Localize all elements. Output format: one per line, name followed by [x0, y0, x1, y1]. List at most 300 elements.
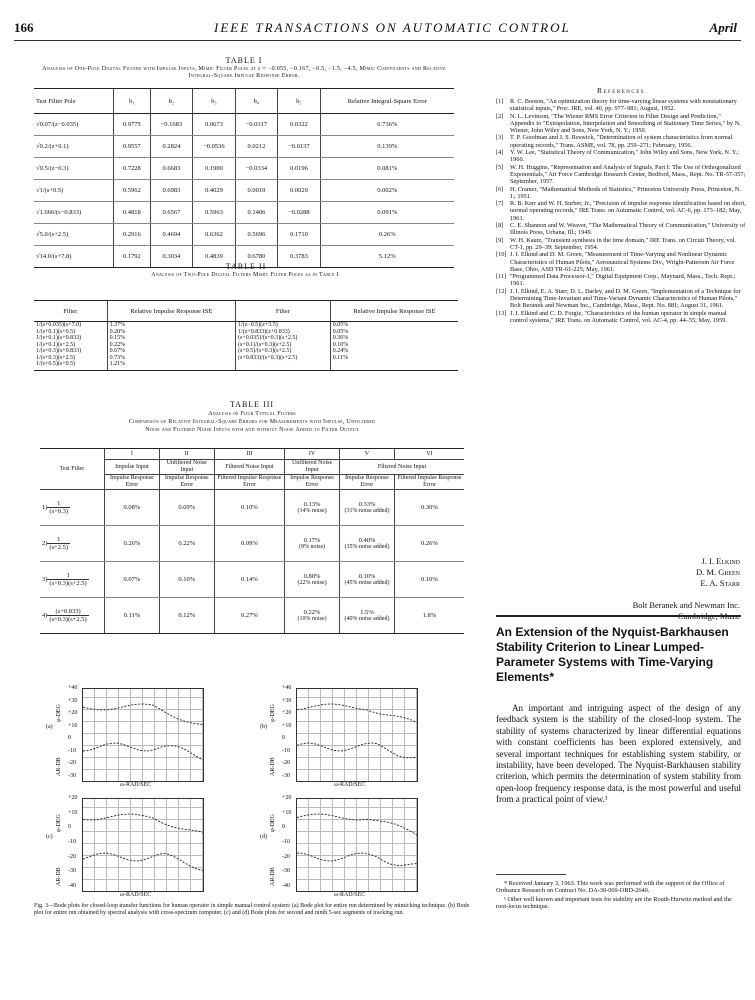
table3-sub-header: Impulse Response Error — [284, 475, 339, 490]
cell-value: 0.13% — [303, 501, 321, 508]
table3-title: TABLE III — [229, 400, 275, 409]
reference-item — [496, 310, 746, 325]
table1-cell: 0.0196 — [278, 158, 321, 180]
table2-cell: 1/(z−0.5)(z+3.5) — [236, 322, 331, 329]
phase-curve — [297, 704, 417, 723]
table1-cell: 0.091% — [320, 202, 454, 224]
table3-cell — [214, 526, 284, 562]
footnote: ¹ Other well known and important tests for stability are the Routh-Hurwitz method and the root-locus technique. — [496, 895, 732, 910]
table1-cell: 0.0673 — [193, 114, 236, 136]
table3-group-header: Unfiltered Noise Input — [284, 460, 339, 475]
table1-cell: 0.6567 — [150, 202, 193, 224]
reference-number: [5] — [496, 163, 504, 171]
cell-value: 0.30% — [421, 504, 438, 511]
table3-caption-3: Noise and Filtered Noise Inputs with and without Noise Added to Filter Output — [145, 427, 359, 433]
table3-group-header: Filtered Noise Input — [340, 460, 464, 475]
bode-plot — [296, 688, 418, 782]
table3-column-number: V — [340, 449, 395, 460]
phase-curve — [83, 704, 203, 724]
fraction-denominator: (s+0.3)(s+2.5) — [49, 616, 87, 623]
table3-cell — [105, 562, 160, 598]
table1-cell: −0.0536 — [193, 136, 236, 158]
reference-item — [496, 200, 746, 222]
table1-cell: −0.1683 — [150, 114, 193, 136]
table2-cell: 1.21% — [107, 361, 235, 370]
cell-note: (22% noise) — [297, 580, 327, 586]
reference-item — [496, 149, 746, 164]
y-axis-label-phase: φ-DEG — [56, 704, 62, 722]
cell-value: 0.10% — [421, 576, 438, 583]
references-title: References — [596, 86, 646, 95]
y-tick-label: +10 — [68, 722, 78, 729]
table3-caption-2: Comparison of Relative Integral-Square Errors for Measurements with Impulse, Unfiltered — [128, 419, 376, 425]
table1-cell: 0.0322 — [278, 114, 321, 136]
footnote-rule — [496, 874, 566, 875]
cell-note: (9% noise) — [298, 544, 326, 550]
filter-fraction — [47, 500, 70, 515]
table1 — [34, 88, 454, 268]
table-row — [40, 598, 464, 634]
table3-cell — [340, 526, 395, 562]
authors — [620, 556, 740, 589]
table2-cell: 1/(s+0.3)(s+2.5) — [36, 354, 76, 361]
table3-cell — [284, 562, 339, 598]
table2-cell: (s+0.833)/(s+0.3)(s+2.5) — [236, 355, 331, 362]
author-name: J. I. Elkind — [701, 556, 740, 566]
table3-cell — [394, 526, 464, 562]
table3-filter — [40, 526, 105, 562]
table1-cell: 0.6362 — [193, 224, 236, 246]
y-tick-label: -20 — [68, 853, 76, 860]
table1-cell: 0.4029 — [193, 180, 236, 202]
table2-cell: 1/(s+0.3)(s+0.833) — [36, 348, 82, 354]
table3-sub-header: Filtered Impulse Response Error — [394, 475, 464, 490]
y-tick-label: +20 — [68, 710, 78, 717]
table2 — [34, 300, 458, 371]
cell-value: 0.10% — [358, 573, 376, 580]
table1-cell: 0.9557 — [114, 136, 151, 158]
reference-item — [496, 273, 746, 288]
table-row — [40, 562, 464, 598]
table1-header: b₄ — [235, 89, 278, 114]
cell-value: 0.14% — [241, 576, 258, 583]
x-axis-label: ω-RAD/SEC — [120, 782, 152, 788]
amplitude-curve — [297, 743, 417, 758]
reference-item — [496, 98, 746, 113]
table-row — [40, 490, 464, 526]
reference-text: "Programmed Data Processor-1," Digital Equipment Corp., Maynard, Mass., Tech. Rept.; 1961. — [510, 273, 736, 288]
y-axis-label: AR-DB — [270, 757, 276, 776]
cell-note: (40% noise added) — [344, 616, 390, 622]
reference-text: Y. W. Lee, "Statistical Theory of Communication," John Wiley and Sons, New York, N. Y.; 1960. — [510, 149, 739, 164]
reference-number: [13] — [496, 309, 507, 317]
table1-cell: 0.6780 — [235, 246, 278, 268]
reference-number: [8] — [496, 222, 504, 230]
table1-header: b₁ — [114, 89, 151, 114]
cell-value: 0.80% — [303, 573, 321, 580]
table3-caption-1: Analysis of Four Typical Filters — [208, 411, 296, 417]
y-tick-label: +10 — [68, 809, 78, 816]
author-name: D. M. Green — [696, 567, 740, 577]
reference-number: [7] — [496, 200, 504, 208]
y-axis-label: AR-DB — [56, 867, 62, 886]
phase-curve — [83, 814, 203, 832]
table3-filter — [40, 490, 105, 526]
y-tick-label: -10 — [68, 839, 76, 845]
table2-header: Relative Impulse Response ISE — [107, 301, 235, 322]
bode-plot — [82, 798, 204, 892]
cell-value: 0.22% — [178, 540, 196, 547]
table3 — [40, 448, 464, 634]
figure-caption: Fig. 3—Bode plots for closed-loop transfer functions for human operator in simple manual control system: (a) Bode plot for entire run determined by mimicking technique. (b) Bode plot for entire run obtained by spectral analysis with cross-spectrum computer. (c) and (d) Bode plots for second and ninth 5-sec segments of tracking run. — [34, 903, 470, 916]
table1-cell: 0.6683 — [150, 158, 193, 180]
table2-cell: 1/(s+0.1)(s+2.5) — [36, 341, 76, 348]
table3-sub-header: Impulse Response Error — [159, 475, 214, 490]
y-tick-label: -30 — [282, 868, 290, 875]
table2-cell: 0.22% — [107, 342, 235, 349]
affiliation — [560, 600, 740, 622]
y-tick-label: -20 — [282, 853, 290, 860]
table2-cell: (s+0.1)/(s+0.3)(s+2.5) — [236, 342, 331, 349]
affiliation-city — [560, 611, 740, 622]
table2-cell: 0.05% — [330, 329, 458, 336]
reference-number: [12] — [496, 287, 507, 295]
table-row — [40, 526, 464, 562]
fraction-numerator: 1 — [47, 572, 88, 580]
table3-group-header: Unfiltered Noise Input — [159, 460, 214, 475]
table3-cell — [394, 598, 464, 634]
table2-cell: 0.36% — [330, 335, 458, 342]
table2-cell: 1/(s+0.035)(s+7.0) — [36, 322, 82, 328]
reference-text: J. I. Elkind and D. M. Green, "Measurement of Time-Varying and Nonlinear Dynamic Characteristics of Human Pilots," Aeronautical Systems Div., Wright-Patterson Air Force Base, Ohio, ASD TR-61-225; May, 1961. — [510, 251, 735, 273]
cell-value: 0.33% — [358, 501, 376, 508]
table3-cell — [159, 526, 214, 562]
table1-cell: 0.1406 — [235, 202, 278, 224]
cell-value: 0.10% — [241, 504, 258, 511]
y-tick-label: -30 — [68, 773, 76, 779]
filter-fraction — [47, 536, 70, 551]
y-tick-label: 0 — [68, 735, 71, 742]
y-tick-label: -20 — [282, 760, 290, 767]
y-tick-label: -10 — [282, 839, 290, 845]
y-tick-label: 0 — [68, 824, 71, 831]
y-tick-label: +10 — [282, 809, 292, 816]
table-row — [34, 136, 454, 158]
cell-value: 0.08% — [123, 504, 141, 511]
reference-item — [496, 288, 746, 310]
fraction-denominator: (s+2.5) — [49, 544, 69, 551]
table3-group-header: Impulse Input — [105, 460, 160, 475]
filter-label: 1) — [42, 503, 48, 511]
cell-value: 1.5% — [360, 609, 374, 616]
reference-text: R. B. Kerr and W. H. Surber, Jr., "Precision of impulse response identification based on short, normal operating records," IRE Trans. on Automatic Control, vol. AC-6, pp. 173–182; May, 1961. — [510, 200, 746, 222]
y-axis-label-phase: φ-DEG — [56, 814, 62, 832]
table3-cell — [105, 490, 160, 526]
table2-cell: 0.20% — [107, 329, 235, 336]
table1-cell: √0.5/(z−0.3) — [34, 158, 114, 180]
table3-cell — [214, 562, 284, 598]
y-tick-label: -10 — [68, 747, 76, 754]
table-row — [34, 158, 454, 180]
cell-value: 0.40% — [358, 537, 376, 544]
reference-item — [496, 237, 746, 252]
fraction-denominator: (s+0.3) — [49, 508, 69, 515]
table1-cell: 0.4818 — [114, 202, 151, 224]
table1-header: Test Filter Pole — [34, 89, 114, 114]
table2-cell: 0.73% — [107, 355, 235, 362]
panel-label: (d) — [260, 834, 267, 840]
cell-note: (10% noise) — [297, 616, 327, 622]
reference-number: [2] — [496, 112, 504, 120]
filter-fraction — [47, 608, 88, 623]
y-tick-label: +20 — [68, 795, 78, 801]
y-tick-label: +30 — [282, 697, 292, 704]
table3-cell — [340, 490, 395, 526]
table2-cell: 1/(s+0.1)(s+0.5) — [36, 328, 76, 335]
filter-label: 3) — [42, 575, 48, 583]
y-tick-label: -30 — [282, 773, 290, 779]
reference-number: [1] — [496, 98, 504, 105]
table1-cell: −0.0317 — [235, 114, 278, 136]
reference-number: [10] — [496, 251, 507, 259]
table1-cell: 0.3034 — [150, 246, 193, 268]
y-tick-label: +30 — [68, 697, 78, 704]
table2-header: Relative Impulse Response ISE — [330, 301, 458, 322]
y-axis-label-phase: φ-DEG — [270, 814, 276, 832]
table2-cell: 0.11% — [330, 355, 458, 362]
table1-cell: 0.0029 — [278, 180, 321, 202]
cell-value: 0.11% — [123, 612, 141, 619]
x-axis-label: ω-RAD/SEC — [120, 892, 152, 898]
table1-header: b₃ — [193, 89, 236, 114]
table3-column-number: II — [159, 449, 214, 460]
table1-cell: −0.0137 — [278, 136, 321, 158]
article-rule — [496, 615, 741, 617]
table2-cell: 1.37% — [107, 322, 235, 329]
table-row — [34, 202, 454, 224]
y-tick-label: -10 — [282, 747, 290, 754]
table1-cell: √5.0/(s+2.5) — [34, 224, 114, 246]
table2-cell: 1/(z+0.833)(z+0.833) — [236, 329, 331, 336]
table3-cell — [105, 598, 160, 634]
table2-header: Filter — [34, 301, 107, 322]
table1-cell: √14.0/(s+7.8) — [34, 246, 114, 268]
affiliation-org: Bolt Beranek and Newman Inc. — [632, 600, 740, 610]
table3-cell — [159, 490, 214, 526]
fraction-denominator: (s+0.3)(s+2.5) — [49, 580, 87, 587]
table1-cell: √1.666/(s−0.833) — [34, 202, 114, 224]
cell-value: 0.10% — [178, 576, 196, 583]
cell-note: (35% noise added) — [344, 544, 390, 550]
table1-cell: √0.07/(z−0.035) — [34, 114, 114, 136]
y-tick-label: -40 — [68, 883, 76, 889]
table1-cell: 0.1792 — [114, 246, 151, 268]
table1-header: b₅ — [278, 89, 321, 114]
table2-cell: 0.15% — [107, 335, 235, 342]
table1-title: TABLE I — [225, 56, 263, 65]
table1-cell: 0.081% — [320, 158, 454, 180]
table2-cell: (s+0.5)/(s+0.3)(s+2.5) — [236, 348, 331, 355]
table-row — [34, 361, 458, 370]
reference-text: R. C. Booton, "An optimization theory for time-varying linear systems with nonstationary statistical inputs," Proc. IRE, vol. 40, pp. 977–981; August, 1952. — [510, 98, 737, 113]
table3-group-header: Filtered Noise Input — [214, 460, 284, 475]
table3-column-number: IV — [284, 449, 339, 460]
fraction-numerator: 1 — [47, 536, 70, 544]
reference-item — [496, 251, 746, 273]
table2-caption: Analysis of Two-Pole Digital Filters Mimic Filter Poles as in Table I — [151, 272, 339, 278]
amplitude-curve — [83, 853, 203, 870]
table2-cell — [330, 361, 458, 370]
reference-number: [3] — [496, 134, 504, 142]
table1-caption: Analysis of One-Pole Digital Filters with Impulse Inputs, Mimic Filter Poles at z = −0.055, −0.167, −0.5, −1.5, −4.5, Mimic Coefficients and Relative Integral-Square Impulse Response Error. — [42, 66, 446, 79]
cell-value: 0.07% — [123, 576, 141, 583]
table3-filter — [40, 562, 105, 598]
journal-title: IEEE TRANSACTIONS ON AUTOMATIC CONTROL — [214, 20, 571, 35]
cell-note: (14% noise) — [297, 508, 327, 514]
table2-cell: 0.10% — [330, 342, 458, 349]
table2-cell — [236, 361, 331, 370]
table1-cell: 0.5963 — [193, 202, 236, 224]
table2-cell: 0.24% — [330, 348, 458, 355]
table2-title: TABLE II — [225, 262, 267, 271]
footnotes — [496, 880, 741, 911]
table3-column-number: VI — [394, 449, 464, 460]
reference-text: J. I. Elkind, E. A. Starr, D. L. Darley, and D. M. Green, "Implementation of a Technique for Determining Time-Invariant and Time-Variant Dynamic Characteristics of Human Pilots," Bolt Beranek and Newman Inc., Cambridge, Mass., Rept. No. 881; August 31, 1961. — [510, 287, 741, 310]
table1-cell: 0.5962 — [114, 180, 151, 202]
table1-cell: 5.12% — [320, 246, 454, 268]
amplitude-curve — [83, 743, 203, 760]
table1-cell: √0.2/(z+0.1) — [34, 136, 114, 158]
cell-value: 0.09% — [241, 540, 258, 547]
cell-value: 0.12% — [178, 612, 196, 619]
cell-value: 0.22% — [303, 609, 321, 616]
table3-cell — [214, 490, 284, 526]
table1-cell: 0.139% — [320, 136, 454, 158]
bode-curves — [83, 689, 203, 781]
table-row — [34, 114, 454, 136]
reference-text: T. P. Goodman and J. S. Reswick, "Determination of system characteristics from normal operating records," Trans. ASME, vol. 78, pp. 259–271; February, 1956. — [510, 134, 733, 149]
table3-cell — [340, 598, 395, 634]
table3-row-header: Test Filter — [40, 449, 105, 490]
references-list — [496, 98, 746, 324]
panel-label: (b) — [260, 724, 267, 730]
table1-cell: 0.4694 — [150, 224, 193, 246]
table-row — [34, 322, 458, 329]
panel-label: (a) — [46, 724, 53, 730]
table3-sub-header: Filtered Impulse Response Error — [214, 475, 284, 490]
y-tick-label: +20 — [282, 795, 292, 801]
table-row — [34, 180, 454, 202]
table3-cell — [105, 526, 160, 562]
phase-curve — [297, 814, 417, 835]
table3-sub-header: Impulse Response Error — [105, 475, 160, 490]
table1-cell: 0.7228 — [114, 158, 151, 180]
table1-cell: 0.1900 — [193, 158, 236, 180]
table1-cell: 0.2916 — [114, 224, 151, 246]
filter-label: 4) — [42, 611, 48, 619]
fraction-numerator: (s+0.833) — [47, 608, 88, 616]
author-name: E. A. Starr — [700, 578, 740, 588]
x-axis-label: ω-RAD/SEC — [334, 782, 366, 788]
page-number: 166 — [14, 20, 34, 35]
table2-cell: (s+0.035)/(s+0.3)(s+2.5) — [236, 335, 331, 342]
filter-label: 2) — [42, 539, 48, 547]
table1-cell: 0.2824 — [150, 136, 193, 158]
table1-cell: 0.4839 — [193, 246, 236, 268]
reference-number: [11] — [496, 273, 507, 281]
filter-fraction — [47, 572, 88, 587]
table2-cell: 0.67% — [107, 348, 235, 355]
reference-text: C. E. Shannon and W. Weaver, "The Mathematical Theory of Communication," University of Illinois Press, Urbana, Ill.; 1949. — [510, 222, 746, 237]
table1-cell: 0.002% — [320, 180, 454, 202]
cell-value: 0.26% — [123, 540, 141, 547]
y-tick-label: +10 — [282, 722, 292, 729]
panel-label: (c) — [46, 834, 53, 840]
cell-value: 0.09% — [178, 504, 196, 511]
y-tick-label: -20 — [68, 760, 76, 767]
y-tick-label: +40 — [68, 685, 78, 691]
table3-column-number: III — [214, 449, 284, 460]
y-axis-label: AR-DB — [56, 757, 62, 776]
table3-cell — [394, 562, 464, 598]
header-rule — [14, 40, 741, 41]
cell-note: (31% noise added) — [344, 508, 390, 514]
footnote: * Received January 3, 1963. This work was performed with the support of the Office of Ordnance Research on Contract No. DA-30-069-ORD-2640. — [496, 880, 725, 895]
cell-note: (45% noise added) — [344, 580, 390, 586]
x-axis-label: ω-RAD/SEC — [334, 892, 366, 898]
reference-item — [496, 113, 746, 135]
amplitude-curve — [297, 853, 417, 865]
table2-header: Filter — [236, 301, 331, 322]
reference-item — [496, 222, 746, 237]
figure-3 — [34, 680, 474, 900]
table1-cell: 0.3783 — [278, 246, 321, 268]
table1-cell: √1/(s+0.5) — [34, 180, 114, 202]
reference-item — [496, 186, 746, 201]
table1-cell: 0.0212 — [235, 136, 278, 158]
bode-curves — [297, 689, 417, 781]
table1-cell: 0.26% — [320, 224, 454, 246]
table2-cell: 1/(s+0.1)(s+0.833) — [36, 335, 82, 341]
table3-column-number: I — [105, 449, 160, 460]
table1-cell: 0.9775 — [114, 114, 151, 136]
y-tick-label: 0 — [282, 735, 285, 742]
issue-month: April — [709, 20, 737, 35]
reference-text: H. Cramer, "Mathematical Methods of Statistics," Princeton University Press, Princeton, N. J.; 1951. — [510, 185, 741, 200]
table1-header: b₂ — [150, 89, 193, 114]
reference-text: W. H. Huggins, "Representation and Analysis of Signals, Part I: The Use of Orthogonalized Exponentials," Air Force Cambridge Research Center, Bedford, Mass., Rept. No. TR-57-357; September, 1957. — [510, 163, 746, 186]
y-tick-label: -30 — [68, 868, 76, 875]
cell-value: 1.8% — [422, 612, 437, 619]
table3-cell — [284, 490, 339, 526]
table1-cell: 0.6983 — [150, 180, 193, 202]
table1-cell: 0.1710 — [278, 224, 321, 246]
reference-text: J. I. Elkind and C. D. Forgie, "Characteristics of the human operator in simple manual control systems," IRE Trans. on Automatic Control, vol. AC-4, pp. 44–55; May, 1959. — [510, 309, 727, 324]
table1-cell: 0.5696 — [235, 224, 278, 246]
table3-filter — [40, 598, 105, 634]
table3-cell — [284, 598, 339, 634]
cell-value: 0.26% — [421, 540, 438, 547]
cell-value: 0.27% — [241, 612, 258, 619]
reference-number: [4] — [496, 149, 504, 157]
table3-cell — [214, 598, 284, 634]
reference-item — [496, 134, 746, 149]
article-title: An Extension of the Nyquist-Barkhausen Stability Criterion to Linear Lumped-Parameter Systems with Time-Varying Elements* — [496, 625, 729, 684]
y-axis-label: AR-DB — [270, 867, 276, 886]
y-tick-label: -40 — [282, 883, 290, 889]
reference-number: [6] — [496, 185, 504, 193]
table3-cell — [159, 598, 214, 634]
